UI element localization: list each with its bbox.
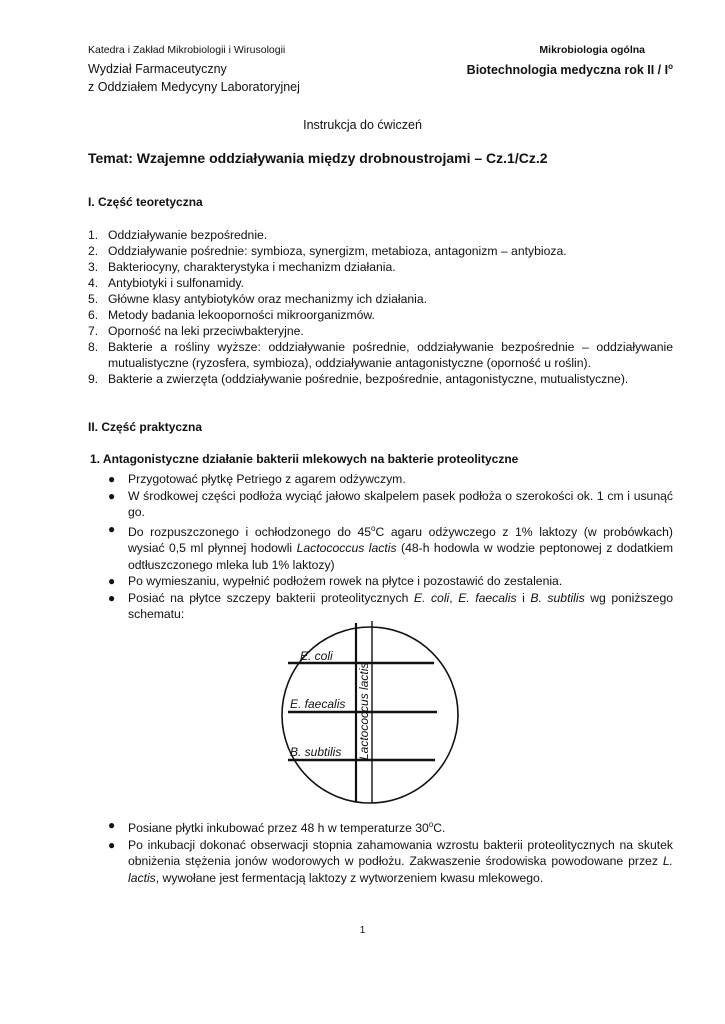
page-number: 1: [359, 925, 366, 936]
list-item: 1. Oddziaływanie bezpośrednie.: [88, 228, 268, 242]
petri-dish-diagram: [270, 615, 470, 815]
program-name: Biotechnologia medyczna rok II / $I^o$: [466, 62, 673, 78]
list-item: 7. Oporność na leki przeciwbakteryjne.: [88, 324, 304, 338]
bullet-icon: ●: [108, 574, 116, 589]
list-item: 4. Antybiotyki i sulfonamidy.: [88, 276, 244, 290]
section-theory-heading: I. Część teoretyczna: [88, 195, 203, 209]
course-name: Mikrobiologia ogólna: [539, 44, 645, 56]
list-item: 8. Bakterie a rośliny wyższe: oddziaływanie pośrednie, oddziaływanie bezpośrednie – oddziaływanie mutualistyczne (ryzosfera, symbioza), oddziaływanie antagonistyczne (oporność u roślin).: [88, 340, 673, 370]
bullet-icon: ●: [108, 488, 116, 503]
strain-label-1: E. coli: [300, 649, 333, 663]
procedure-list-bottom: [108, 817, 673, 886]
list-item: ● Do rozpuszczonego i ochłodzonego do 45$^o$C agaru odżywczego z 1% laktozy (w probówkach) wysiać 0,5 ml płynnej hodowli Lactococcus lactis (48-h hodowla w wodzie peptonowej z dodatkiem odtłuszczonego mleka lub 1% laktozy): [108, 521, 673, 572]
bullet-icon: ●: [108, 818, 116, 832]
list-item: 5. Główne klasy antybiotyków oraz mechanizmy ich działania.: [88, 292, 428, 306]
bullet-icon: ●: [108, 472, 116, 486]
department-name: Katedra i Zakład Mikrobiologii i Wirusologii: [88, 44, 286, 56]
document-type: Instrukcja do ćwiczeń: [303, 118, 422, 132]
channel-label: Lactococcus lactis: [357, 662, 371, 760]
bullet-icon: ●: [108, 521, 116, 536]
page-title: Temat: Wzajemne oddziaływania między drobnoustrojami – Cz.1/Cz.2: [88, 150, 548, 166]
list-item: 9. Bakterie a zwierzęta (oddziaływanie pośrednie, bezpośrednie, antagonistyczne, mutualistyczne).: [88, 372, 629, 386]
list-item: ● Przygotować płytkę Petriego z agarem odżywczym.: [108, 472, 406, 486]
bullet-icon: ●: [108, 590, 116, 605]
theory-list: [88, 227, 673, 387]
list-item: 3. Bakteriocyny, charakterystyka i mechanizm działania.: [88, 260, 396, 274]
list-item: 6. Metody badania lekooporności mikroorganizmów.: [88, 308, 375, 322]
list-item: ● Po wymieszaniu, wypełnić podłożem rowek na płytce i pozostawić do zestalenia.: [108, 574, 563, 589]
list-item: ● W środkowej części podłoża wyciąć jałowo skalpelem pasek podłoża o szerokości ok. 1 cm i usunąć go.: [108, 488, 673, 519]
bullet-icon: ●: [108, 837, 116, 852]
strain-label-2: E. faecalis: [290, 697, 346, 711]
list-item: ● Po inkubacji dokonać obserwacji stopnia zahamowania wzrostu bakterii proteolitycznych na skutek obniżenia stężenia jonów wodorowych w podłożu. Zakwaszenie środowiska powodowane przez L. lactis, wywołane jest fermentacją laktozy z wytworzeniem kwasu mlekowego.: [108, 837, 673, 885]
section-practice-heading: II. Część praktyczna: [88, 420, 203, 434]
faculty-name: Wydział Farmaceutyczny: [88, 62, 227, 76]
procedure-list-top: [108, 471, 673, 623]
strain-label-3: B. subtilis: [290, 745, 342, 759]
list-item: 2. Oddziaływanie pośrednie: symbioza, synergizm, metabioza, antagonizm – antybioza.: [88, 244, 567, 258]
division-name: z Oddziałem Medycyny Laboratoryjnej: [88, 80, 300, 94]
list-item: ● Posiane płytki inkubować przez 48 h w temperaturze 30$^o$C.: [108, 818, 446, 836]
list-item: ● Posiać na płytce szczepy bakterii proteolitycznych E. coli, E. faecalis i B. subtilis wg poniższego schematu:: [108, 590, 674, 622]
exercise-title: 1. Antagonistyczne działanie bakterii mlekowych na bakterie proteolityczne: [90, 452, 519, 466]
